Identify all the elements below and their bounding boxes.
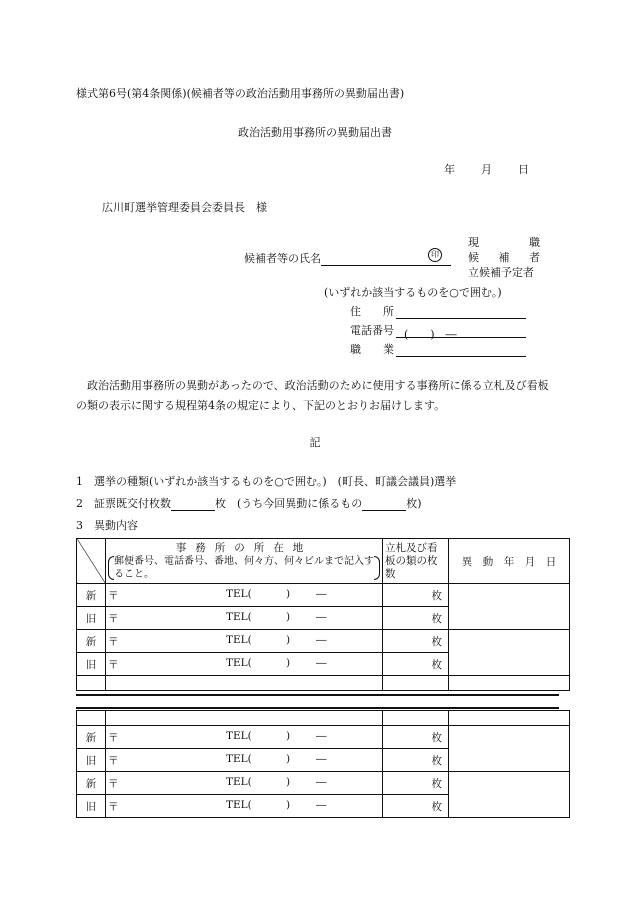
header-count-cell: 立札及び看板の類の枚数	[383, 539, 449, 584]
office-address-cell[interactable]	[106, 726, 383, 749]
change-table-top	[76, 538, 570, 691]
empty-cell	[106, 676, 383, 691]
office-address-cell[interactable]	[106, 772, 383, 795]
document-title: 政治活動用事務所の異動届出書	[238, 126, 392, 139]
date-cell[interactable]	[449, 584, 570, 630]
zip-mark: 〒	[108, 777, 119, 790]
count-cell[interactable]: 枚	[383, 653, 449, 676]
row-label: 旧	[77, 653, 106, 676]
zip-mark: 〒	[108, 589, 119, 602]
role-candidate: 候 補 者	[468, 251, 540, 264]
break-rule-top	[76, 694, 559, 696]
row-label: 新	[77, 630, 106, 653]
count-cell[interactable]: 枚	[383, 749, 449, 772]
paren-close: )	[286, 752, 291, 765]
break-rule-bottom	[76, 707, 559, 709]
ki-heading: 記	[309, 436, 321, 449]
occupation-row	[350, 341, 526, 357]
paren-close: )	[286, 656, 291, 669]
empty-cell	[77, 676, 106, 691]
applicant-name-label: 候補者等の氏名	[244, 252, 321, 265]
tel-label: TEL(	[226, 752, 252, 765]
date-year: 年	[444, 163, 455, 176]
role-incumbent: 現 職	[468, 236, 540, 249]
tel-label: TEL(	[226, 633, 252, 646]
role-prospective-candidate: 立候補予定者	[468, 266, 534, 279]
item-election-type: 1 選挙の種類(いずれか該当するものを○で囲む。) (町長、町議会議員)選挙	[76, 475, 457, 488]
row-label: 新	[77, 584, 106, 607]
body-text: 政治活動用事務所の異動があったので、政治活動のために使用する事務所に係る立札及び看板の類の表示に関する規程第4条の規定により、下記のとおりお届けします。	[76, 379, 549, 412]
office-address-cell[interactable]	[106, 584, 383, 607]
zip-mark: 〒	[108, 731, 119, 744]
zip-mark: 〒	[108, 754, 119, 767]
paren-close: )	[286, 775, 291, 788]
applicant-name-row	[244, 250, 451, 266]
empty-cell	[383, 711, 449, 726]
zip-mark: 〒	[108, 635, 119, 648]
table-row-empty	[77, 711, 570, 726]
count-cell[interactable]: 枚	[383, 584, 449, 607]
paren-close: )	[286, 587, 291, 600]
table-row	[77, 726, 570, 749]
empty-cell	[77, 711, 106, 726]
date-cell[interactable]	[449, 630, 570, 676]
dash: ―	[316, 656, 327, 669]
dash: ―	[316, 752, 327, 765]
issued-count-field[interactable]	[171, 498, 215, 511]
tel-label: TEL(	[226, 610, 252, 623]
count-cell[interactable]: 枚	[383, 772, 449, 795]
paren-close: )	[286, 633, 291, 646]
circle-note: (いずれか該当するものを○で囲む。)	[324, 286, 502, 299]
tel-label: TEL(	[226, 656, 252, 669]
item2-end: 枚)	[406, 497, 422, 510]
table-row	[77, 630, 570, 653]
occupation-field[interactable]	[396, 344, 526, 357]
dash: ―	[316, 775, 327, 788]
header-office-cell	[106, 539, 383, 584]
date-cell[interactable]	[449, 772, 570, 818]
zip-mark: 〒	[108, 800, 119, 813]
item-certificate-count	[76, 495, 422, 511]
tel-label: TEL(	[226, 729, 252, 742]
changed-count-field[interactable]	[362, 498, 406, 511]
row-label: 旧	[77, 795, 106, 818]
occupation-label: 職 業	[350, 343, 394, 356]
item2-label: 2 証票既交付枚数	[76, 497, 171, 510]
row-label: 旧	[77, 607, 106, 630]
table-row	[77, 584, 570, 607]
phone-row	[350, 322, 526, 341]
empty-cell	[449, 711, 570, 726]
row-label: 新	[77, 772, 106, 795]
item2-unit: 枚 (うち今回異動に係るもの	[215, 497, 363, 510]
date-day: 日	[518, 163, 529, 176]
address-row	[350, 303, 526, 319]
count-cell[interactable]: 枚	[383, 630, 449, 653]
table-row-empty	[77, 676, 570, 691]
office-address-cell[interactable]	[106, 795, 383, 818]
zip-mark: 〒	[108, 658, 119, 671]
row-label: 新	[77, 726, 106, 749]
header-office-title: 事務所の所在地	[175, 542, 313, 554]
row-label: 旧	[77, 749, 106, 772]
address-field[interactable]	[396, 306, 526, 319]
addressee: 広川町選挙管理委員会委員長 様	[102, 201, 267, 214]
tel-label: TEL(	[226, 587, 252, 600]
tel-label: TEL(	[226, 798, 252, 811]
office-address-cell[interactable]	[106, 653, 383, 676]
dash: ―	[316, 729, 327, 742]
count-cell[interactable]: 枚	[383, 607, 449, 630]
zip-mark: 〒	[108, 612, 119, 625]
phone-label: 電話番号	[350, 324, 394, 337]
tel-label: TEL(	[226, 775, 252, 788]
empty-cell	[106, 711, 383, 726]
count-cell[interactable]: 枚	[383, 795, 449, 818]
empty-cell	[449, 676, 570, 691]
header-date-cell: 異 動 年 月 日	[449, 539, 570, 584]
date-month: 月	[481, 163, 492, 176]
paren-close: )	[286, 798, 291, 811]
dash: ―	[316, 633, 327, 646]
item-change-details: 3 異動内容	[76, 519, 138, 532]
date-cell[interactable]	[449, 726, 570, 772]
count-cell[interactable]: 枚	[383, 726, 449, 749]
seal-mark: 印	[428, 248, 442, 262]
header-diagonal-cell	[77, 539, 106, 584]
dash: ―	[316, 610, 327, 623]
paren-close: )	[286, 610, 291, 623]
paren-close: )	[286, 729, 291, 742]
phone-field[interactable]: ( ) ―	[396, 326, 526, 338]
dash: ―	[316, 798, 327, 811]
table-row	[77, 772, 570, 795]
empty-cell	[383, 676, 449, 691]
office-address-cell[interactable]	[106, 630, 383, 653]
change-table-bottom	[76, 710, 570, 818]
dash: ―	[316, 587, 327, 600]
form-label: 様式第6号(第4条関係)(候補者等の政治活動用事務所の異動届出書)	[76, 87, 405, 100]
address-label: 住 所	[350, 305, 394, 318]
header-office-note: 郵便番号、電話番号、番地、何々方、何々ビルまで記入すること。	[108, 555, 380, 581]
office-address-cell[interactable]	[106, 607, 383, 630]
office-address-cell[interactable]	[106, 749, 383, 772]
